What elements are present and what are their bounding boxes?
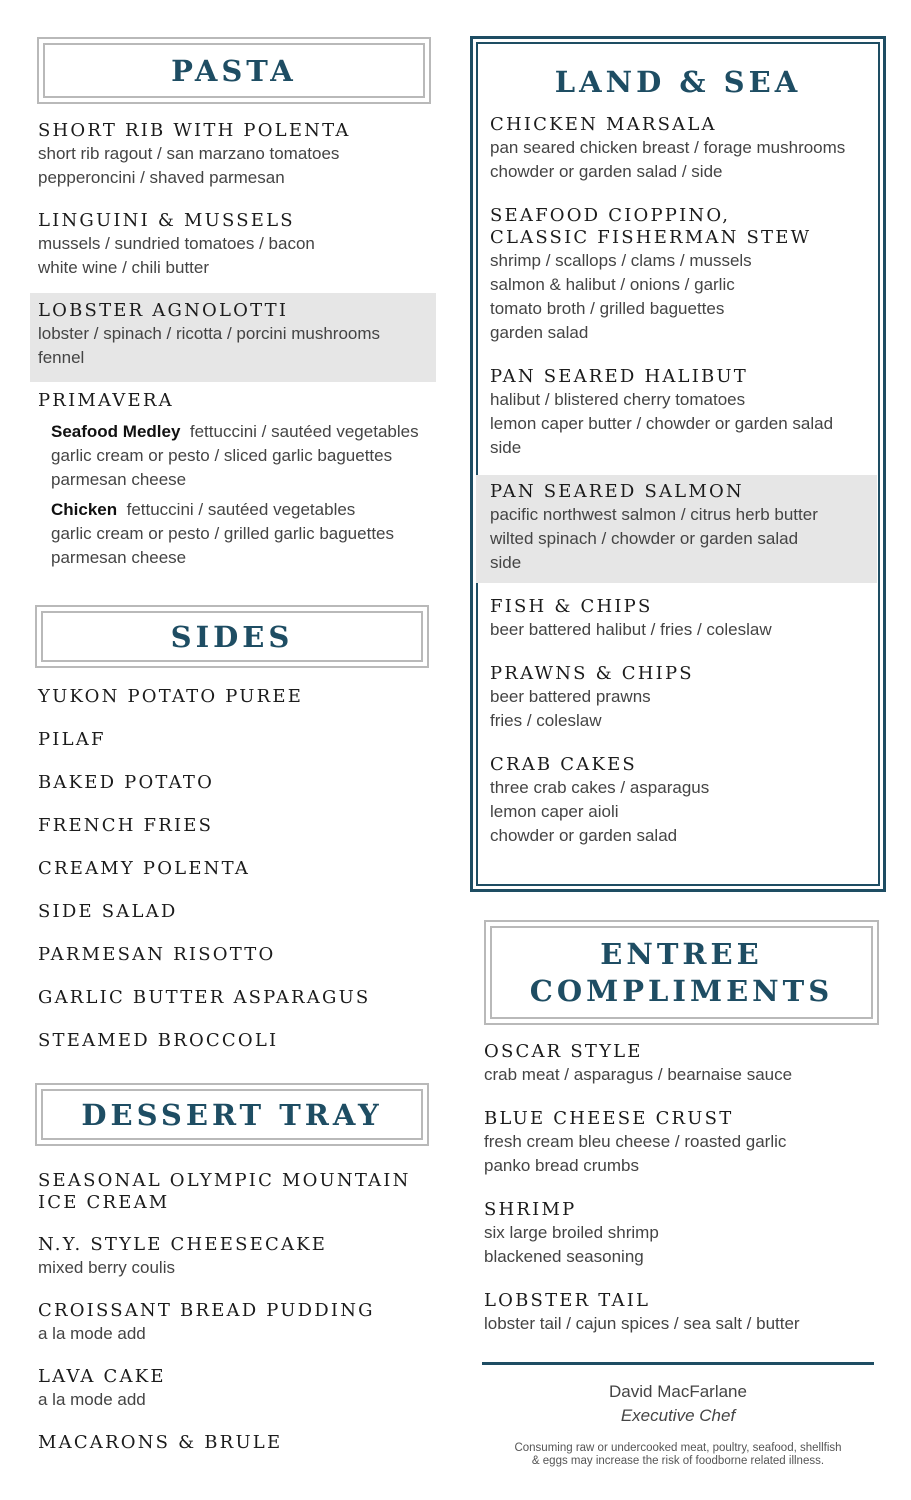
- pasta-list: [38, 120, 446, 590]
- menu-item-desc: lobster / spinach / ricotta / porcini mushrooms fennel: [38, 324, 381, 367]
- menu-item-desc: six large broiled shrimp blackened seasoning: [484, 1223, 659, 1266]
- entree-compliments-list: [484, 1041, 884, 1357]
- menu-item-desc: crab meat / asparagus / bearnaise sauce: [484, 1065, 793, 1084]
- dessert-list: [38, 1170, 446, 1474]
- menu-item-name: PRIMAVERA: [38, 390, 174, 411]
- entree-compliments-title-line1: ENTREE: [600, 936, 763, 971]
- menu-item: [484, 1108, 884, 1178]
- menu-item: [38, 210, 446, 280]
- menu-item-desc: shrimp / scallops / clams / mussels salmon & halibut / onions / garlic tomato broth / grilled baguettes garden salad: [490, 251, 752, 342]
- side-item: BAKED POTATO: [38, 772, 215, 793]
- primavera-option-text: fettuccini / sautéed vegetables garlic cream or pesto / sliced garlic baguettes parmesan cheese: [51, 422, 419, 489]
- menu-item-desc: three crab cakes / asparagus lemon caper aioli chowder or garden salad: [490, 778, 710, 845]
- dessert-item: [38, 1300, 446, 1346]
- side-item: YUKON POTATO PUREE: [38, 686, 304, 707]
- menu-item-name: CHICKEN MARSALA: [490, 114, 717, 135]
- menu-item: [490, 754, 875, 848]
- entree-compliments-title-line2: COMPLIMENTS: [529, 973, 834, 1008]
- pasta-title: PASTA: [171, 53, 297, 88]
- menu-item: [490, 114, 875, 184]
- side-item: STEAMED BROCCOLI: [38, 1030, 279, 1051]
- entree-compliments-header: [484, 920, 879, 1025]
- menu-item-name: LINGUINI & MUSSELS: [38, 210, 295, 231]
- primavera-option-label: Chicken: [51, 500, 118, 519]
- chef-signature: [482, 1380, 874, 1468]
- sides-header-frame: [41, 611, 423, 662]
- dessert-item: [38, 1366, 446, 1412]
- menu-item-name: OSCAR STYLE: [484, 1041, 643, 1062]
- side-item: CREAMY POLENTA: [38, 858, 251, 879]
- land-sea-list: [490, 114, 875, 869]
- side-item: PARMESAN RISOTTO: [38, 944, 276, 965]
- land-sea-title: LAND & SEA: [554, 65, 802, 99]
- menu-item-name: SHRIMP: [484, 1199, 577, 1220]
- side-item: SIDE SALAD: [38, 901, 178, 922]
- dessert-item-name: LAVA CAKE: [38, 1366, 166, 1387]
- sides-title: SIDES: [170, 619, 294, 654]
- chef-role: Executive Chef: [620, 1406, 736, 1425]
- dessert-item: [38, 1234, 446, 1280]
- menu-item-name: SEAFOOD CIOPPINO, CLASSIC FISHERMAN STEW: [490, 205, 812, 248]
- menu-item-desc: lobster tail / cajun spices / sea salt / butter: [484, 1314, 800, 1333]
- dessert-item-desc: a la mode add: [38, 1390, 146, 1409]
- menu-item-name: FISH & CHIPS: [490, 596, 653, 617]
- menu-item-name: SHORT RIB WITH POLENTA: [38, 120, 351, 141]
- dessert-header-frame: [41, 1089, 423, 1140]
- menu-item-desc: short rib ragout / san marzano tomatoes pepperoncini / shaved parmesan: [38, 144, 340, 187]
- menu-item-desc: mussels / sundried tomatoes / bacon white wine / chili butter: [38, 234, 315, 277]
- menu-item: [490, 366, 875, 460]
- menu-item-name: PAN SEARED HALIBUT: [490, 366, 749, 387]
- primavera-option-desc: [51, 498, 446, 570]
- menu-item-desc: halibut / blistered cherry tomatoes lemon caper butter / chowder or garden salad side: [490, 390, 834, 457]
- menu-item: [38, 390, 446, 570]
- entree-compliments-header-frame: [490, 926, 873, 1019]
- side-item: FRENCH FRIES: [38, 815, 214, 836]
- food-safety-disclaimer: Consuming raw or undercooked meat, poultry, seafood, shellfish & eggs may increase the risk of foodborne related illness.: [514, 1442, 842, 1467]
- land-sea-header: [478, 64, 878, 100]
- dessert-item-name: MACARONS & BRULE: [38, 1432, 283, 1453]
- chef-name: David MacFarlane: [609, 1382, 747, 1401]
- menu-item-name: BLUE CHEESE CRUST: [484, 1108, 734, 1129]
- menu-item: [490, 596, 875, 642]
- side-item: GARLIC BUTTER ASPARAGUS: [38, 987, 371, 1008]
- menu-item: [484, 1041, 884, 1087]
- menu-item-name: PRAWNS & CHIPS: [490, 663, 694, 684]
- sides-section-header: [35, 605, 429, 668]
- menu-item: [490, 481, 875, 575]
- sides-list: [38, 686, 446, 1073]
- primavera-option-text: fettuccini / sautéed vegetables garlic cream or pesto / grilled garlic baguettes parmesan cheese: [51, 500, 394, 567]
- menu-item: [484, 1290, 884, 1336]
- dessert-item-desc: mixed berry coulis: [38, 1258, 175, 1277]
- dessert-section-header: [35, 1083, 429, 1146]
- menu-item-name: LOBSTER AGNOLOTTI: [38, 300, 289, 321]
- menu-item-name: PAN SEARED SALMON: [490, 481, 744, 502]
- dessert-item-name: N.Y. STYLE CHEESECAKE: [38, 1234, 328, 1255]
- menu-item: [38, 300, 446, 370]
- pasta-header-frame: [43, 43, 425, 98]
- dessert-item: [38, 1170, 446, 1214]
- primavera-option-desc: [51, 420, 446, 492]
- menu-item: [490, 663, 875, 733]
- footer-divider: [482, 1362, 874, 1365]
- side-item: PILAF: [38, 729, 106, 750]
- menu-item-desc: beer battered halibut / fries / coleslaw: [490, 620, 772, 639]
- menu-item-desc: pan seared chicken breast / forage mushrooms chowder or garden salad / side: [490, 138, 846, 181]
- menu-item-desc: pacific northwest salmon / citrus herb butter wilted spinach / chowder or garden salad side: [490, 505, 818, 572]
- dessert-item-desc: a la mode add: [38, 1324, 146, 1343]
- menu-item-desc: fresh cream bleu cheese / roasted garlic panko bread crumbs: [484, 1132, 787, 1175]
- primavera-option: [38, 498, 446, 570]
- menu-item-name: LOBSTER TAIL: [484, 1290, 651, 1311]
- menu-item: [484, 1199, 884, 1269]
- dessert-item: [38, 1432, 446, 1454]
- menu-item: [490, 205, 875, 345]
- menu-item-desc: beer battered prawns fries / coleslaw: [490, 687, 651, 730]
- menu-item-name: CRAB CAKES: [490, 754, 637, 775]
- menu-item: [38, 120, 446, 190]
- dessert-title: DESSERT TRAY: [81, 1097, 383, 1132]
- primavera-option-label: Seafood Medley: [51, 422, 181, 441]
- dessert-item-name: SEASONAL OLYMPIC MOUNTAIN ICE CREAM: [38, 1170, 411, 1213]
- pasta-section-header: [37, 37, 431, 104]
- dessert-item-name: CROISSANT BREAD PUDDING: [38, 1300, 375, 1321]
- primavera-option: [38, 420, 446, 492]
